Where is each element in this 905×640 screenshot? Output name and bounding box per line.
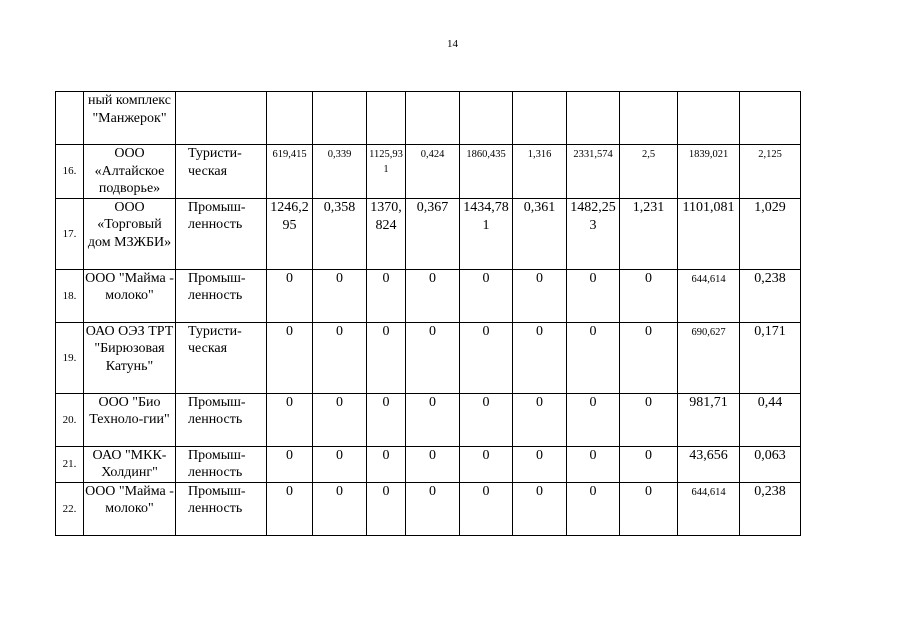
value-cell xyxy=(406,92,460,145)
value-cell: 0 xyxy=(406,482,460,535)
value-cell: 0,44 xyxy=(740,393,801,446)
organization-name: ОАО "МКК-Холдинг" xyxy=(84,446,176,482)
value-cell: 690,627 xyxy=(678,322,740,393)
value-cell: 2331,574 xyxy=(567,145,620,199)
value-cell: 644,614 xyxy=(678,269,740,322)
value-cell: 0 xyxy=(513,269,567,322)
value-cell: 0 xyxy=(267,322,313,393)
value-cell xyxy=(567,92,620,145)
value-cell: 0,358 xyxy=(313,198,367,269)
value-cell xyxy=(267,92,313,145)
value-cell: 0 xyxy=(267,482,313,535)
row-number: 22. xyxy=(56,482,84,535)
value-cell: 0 xyxy=(620,482,678,535)
activity-type: Промыш-ленность xyxy=(176,482,267,535)
table-row xyxy=(56,482,801,535)
value-cell: 0 xyxy=(367,482,406,535)
value-cell: 0 xyxy=(460,269,513,322)
value-cell: 0 xyxy=(313,322,367,393)
value-cell: 1,316 xyxy=(513,145,567,199)
value-cell: 0 xyxy=(567,446,620,482)
value-cell: 0 xyxy=(406,322,460,393)
value-cell: 0 xyxy=(367,446,406,482)
value-cell: 0 xyxy=(367,269,406,322)
value-cell: 0 xyxy=(367,322,406,393)
value-cell: 0 xyxy=(567,393,620,446)
row-number: 17. xyxy=(56,198,84,269)
table-row xyxy=(56,92,801,145)
row-number: 20. xyxy=(56,393,84,446)
value-cell: 0 xyxy=(367,393,406,446)
organization-name: ООО "Майма - молоко" xyxy=(84,269,176,322)
value-cell: 0 xyxy=(620,393,678,446)
value-cell: 43,656 xyxy=(678,446,740,482)
value-cell: 0 xyxy=(313,393,367,446)
value-cell: 0 xyxy=(513,393,567,446)
value-cell xyxy=(678,92,740,145)
value-cell: 0,361 xyxy=(513,198,567,269)
value-cell: 0 xyxy=(313,482,367,535)
activity-type: Промыш-ленность xyxy=(176,446,267,482)
activity-type: Промыш-ленность xyxy=(176,393,267,446)
value-cell: 0 xyxy=(267,269,313,322)
value-cell: 1,029 xyxy=(740,198,801,269)
table-row xyxy=(56,446,801,482)
value-cell: 981,71 xyxy=(678,393,740,446)
value-cell: 1434,781 xyxy=(460,198,513,269)
value-cell xyxy=(313,92,367,145)
value-cell: 0,238 xyxy=(740,269,801,322)
organization-name: ОАО ОЭЗ ТРТ "Бирюзовая Катунь" xyxy=(84,322,176,393)
organization-name: ООО «Алтайское подворье» xyxy=(84,145,176,199)
organization-name: ООО «Торговый дом МЗЖБИ» xyxy=(84,198,176,269)
value-cell: 0 xyxy=(513,322,567,393)
activity-type: Промыш-ленность xyxy=(176,269,267,322)
activity-type: Туристи-ческая xyxy=(176,322,267,393)
value-cell: 0 xyxy=(513,482,567,535)
value-cell: 1246,295 xyxy=(267,198,313,269)
value-cell: 1125,931 xyxy=(367,145,406,199)
table-row xyxy=(56,198,801,269)
row-number: 19. xyxy=(56,322,84,393)
value-cell: 0 xyxy=(567,482,620,535)
value-cell: 1839,021 xyxy=(678,145,740,199)
value-cell: 1860,435 xyxy=(460,145,513,199)
value-cell xyxy=(367,92,406,145)
value-cell: 0 xyxy=(620,269,678,322)
value-cell: 619,415 xyxy=(267,145,313,199)
value-cell: 0,171 xyxy=(740,322,801,393)
value-cell: 1482,253 xyxy=(567,198,620,269)
activity-type: Туристи-ческая xyxy=(176,145,267,199)
value-cell: 0 xyxy=(406,446,460,482)
value-cell: 1101,081 xyxy=(678,198,740,269)
value-cell: 0 xyxy=(406,393,460,446)
table-row xyxy=(56,269,801,322)
value-cell: 1,231 xyxy=(620,198,678,269)
value-cell: 0 xyxy=(620,446,678,482)
value-cell: 0 xyxy=(460,393,513,446)
value-cell: 0,238 xyxy=(740,482,801,535)
value-cell: 1370,824 xyxy=(367,198,406,269)
value-cell: 0 xyxy=(267,393,313,446)
organization-name: ООО "Био Техноло-гии" xyxy=(84,393,176,446)
value-cell: 0 xyxy=(513,446,567,482)
value-cell: 0 xyxy=(460,446,513,482)
value-cell xyxy=(620,92,678,145)
data-table xyxy=(55,91,801,536)
row-number: 21. xyxy=(56,446,84,482)
value-cell: 0 xyxy=(313,269,367,322)
value-cell: 0 xyxy=(567,269,620,322)
table-row xyxy=(56,322,801,393)
value-cell: 0 xyxy=(567,322,620,393)
row-number: 16. xyxy=(56,145,84,199)
value-cell: 0 xyxy=(620,322,678,393)
row-number: 18. xyxy=(56,269,84,322)
value-cell: 0,063 xyxy=(740,446,801,482)
value-cell: 0,367 xyxy=(406,198,460,269)
page-number: 14 xyxy=(447,38,458,50)
table-row xyxy=(56,393,801,446)
value-cell: 644,614 xyxy=(678,482,740,535)
value-cell: 0 xyxy=(313,446,367,482)
value-cell: 0,339 xyxy=(313,145,367,199)
value-cell: 2,5 xyxy=(620,145,678,199)
value-cell: 0 xyxy=(460,482,513,535)
value-cell xyxy=(460,92,513,145)
organization-name: ООО "Майма - молоко" xyxy=(84,482,176,535)
table-row xyxy=(56,145,801,199)
value-cell: 0 xyxy=(406,269,460,322)
activity-type xyxy=(176,92,267,145)
value-cell xyxy=(513,92,567,145)
row-number xyxy=(56,92,84,145)
organization-name: ный комплекс "Манжерок" xyxy=(84,92,176,145)
value-cell: 0 xyxy=(267,446,313,482)
value-cell: 2,125 xyxy=(740,145,801,199)
activity-type: Промыш-ленность xyxy=(176,198,267,269)
value-cell: 0 xyxy=(460,322,513,393)
value-cell xyxy=(740,92,801,145)
value-cell: 0,424 xyxy=(406,145,460,199)
